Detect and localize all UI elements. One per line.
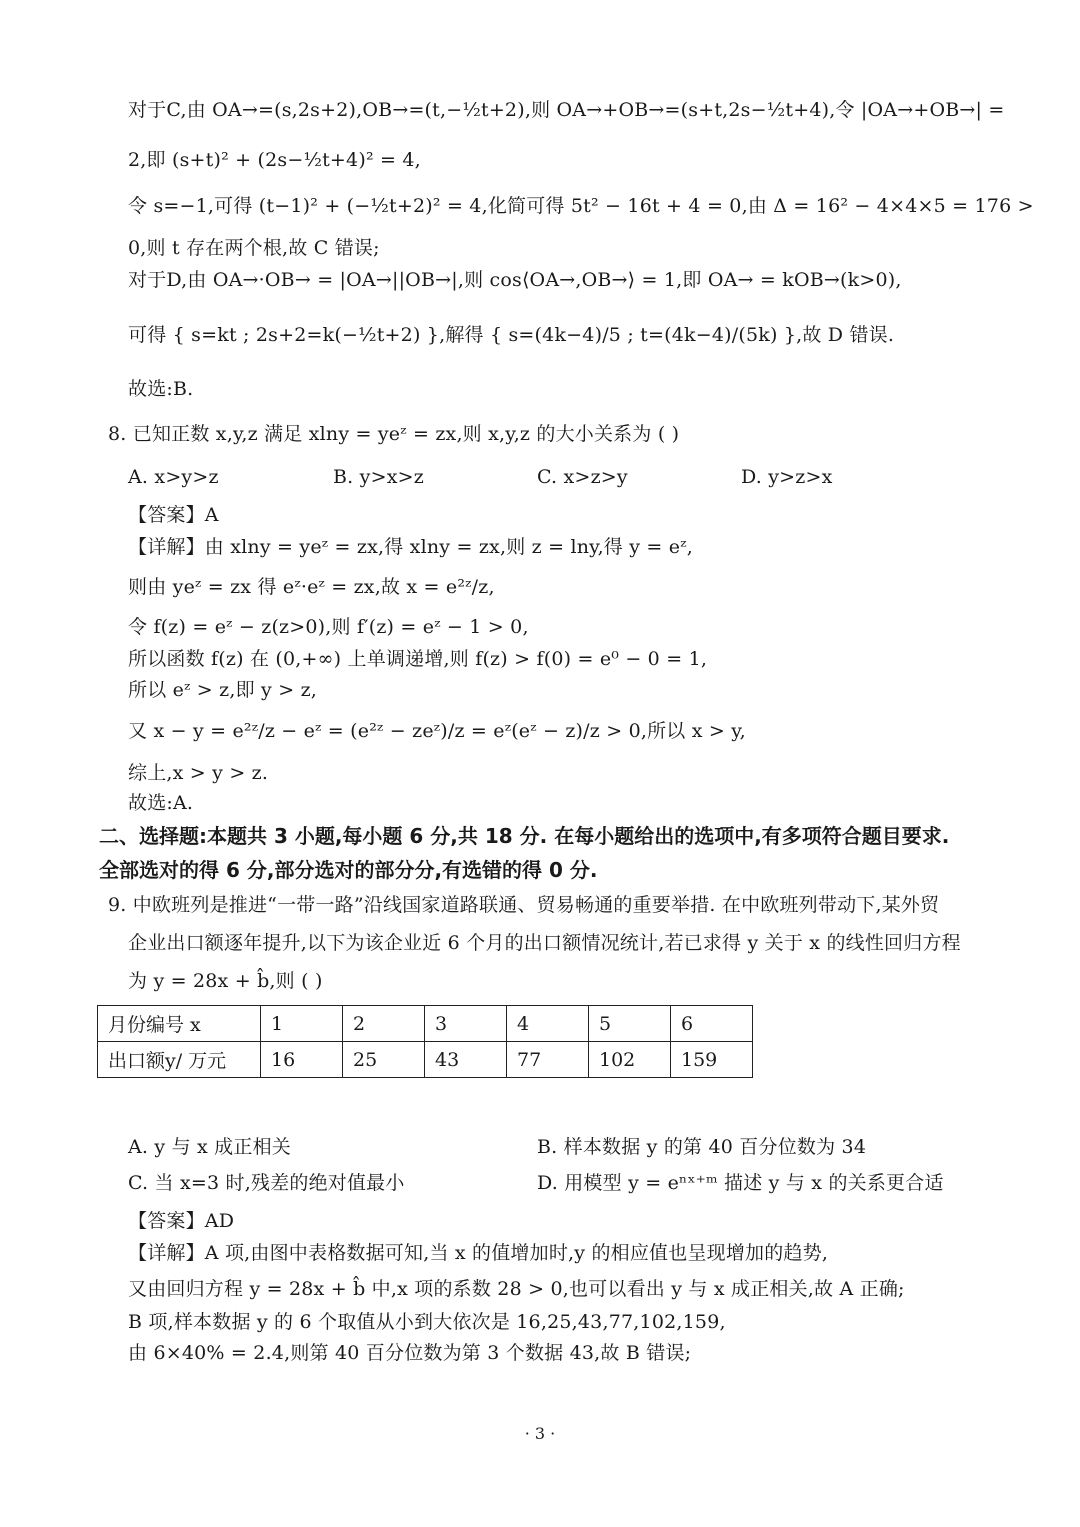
question-9-line-2: 企业出口额逐年提升,以下为该企业近 6 个月的出口额情况统计,若已求得 y 关于 x 的线性回归方程 xyxy=(128,932,961,954)
q8-option-c: C. x>z>y xyxy=(537,466,628,488)
table-cell: 3 xyxy=(425,1006,507,1042)
q8-option-b: B. y>x>z xyxy=(333,466,424,488)
q8-option-a: A. x>y>z xyxy=(128,466,219,488)
table-cell: 6 xyxy=(671,1006,753,1042)
table-cell: 102 xyxy=(589,1042,671,1078)
q9-option-c: C. 当 x=3 时,残差的绝对值最小 xyxy=(128,1172,405,1194)
export-data-table xyxy=(97,1005,753,1078)
table-row xyxy=(98,1042,753,1078)
table-cell: 5 xyxy=(589,1006,671,1042)
table-cell: 159 xyxy=(671,1042,753,1078)
table-cell: 43 xyxy=(425,1042,507,1078)
q9-option-b: B. 样本数据 y 的第 40 百分位数为 34 xyxy=(537,1136,867,1158)
line-1: 对于C,由 OA→=(s,2s+2),OB→=(t,−½t+2),则 OA→+OB→=(s+t,2s−½t+4),令 |OA→+OB→| = xyxy=(128,99,1005,121)
line-4: 0,则 t 存在两个根,故 C 错误; xyxy=(128,237,380,259)
q8-option-d: D. y>z>x xyxy=(741,466,833,488)
table-cell: 25 xyxy=(343,1042,425,1078)
answer-8: 【答案】A xyxy=(128,504,219,526)
question-8: 8. 已知正数 x,y,z 满足 xlny = yeᶻ = zx,则 x,y,z 的大小关系为 ( ) xyxy=(108,423,680,445)
solution-8-line-1: 【详解】由 xlny = yeᶻ = zx,得 xlny = zx,则 z = lny,得 y = eᶻ, xyxy=(128,536,693,558)
table-cell: 16 xyxy=(261,1042,343,1078)
solution-9-line-4: 由 6×40% = 2.4,则第 40 百分位数为第 3 个数据 43,故 B 错误; xyxy=(128,1342,692,1364)
table-cell: 4 xyxy=(507,1006,589,1042)
table-cell: 1 xyxy=(261,1006,343,1042)
table-cell: 2 xyxy=(343,1006,425,1042)
solution-8-line-8: 故选:A. xyxy=(128,792,194,814)
solution-8-line-2: 则由 yeᶻ = zx 得 eᶻ·eᶻ = zx,故 x = e²ᶻ/z, xyxy=(128,576,495,598)
solution-8-line-3: 令 f(z) = eᶻ − z(z>0),则 f′(z) = eᶻ − 1 > 0, xyxy=(128,616,529,638)
solution-9-line-1: 【详解】A 项,由图中表格数据可知,当 x 的值增加时,y 的相应值也呈现增加的趋势, xyxy=(128,1242,829,1264)
solution-8-line-5: 所以 eᶻ > z,即 y > z, xyxy=(128,679,318,701)
line-6: 可得 { s=kt ; 2s+2=k(−½t+2) },解得 { s=(4k−4)/5 ; t=(4k−4)/(5k) },故 D 错误. xyxy=(128,324,895,346)
question-9-line-3: 为 y = 28x + b̂,则 ( ) xyxy=(128,970,323,992)
section-heading-line-1: 二、选择题:本题共 3 小题,每小题 6 分,共 18 分. 在每小题给出的选项中,有多项符合题目要求. xyxy=(99,824,950,848)
solution-9-line-3: B 项,样本数据 y 的 6 个取值从小到大依次是 16,25,43,77,102,159, xyxy=(128,1311,726,1333)
q9-option-a: A. y 与 x 成正相关 xyxy=(128,1136,291,1158)
line-2: 2,即 (s+t)² + (2s−½t+4)² = 4, xyxy=(128,149,421,171)
page-number: · 3 · xyxy=(524,1424,556,1443)
solution-8-line-6: 又 x − y = e²ᶻ/z − eᶻ = (e²ᶻ − zeᶻ)/z = eᶻ(eᶻ − z)/z > 0,所以 x > y, xyxy=(128,720,746,742)
q9-option-d: D. 用模型 y = eⁿˣ⁺ᵐ 描述 y 与 x 的关系更合适 xyxy=(537,1172,944,1194)
solution-8-line-7: 综上,x > y > z. xyxy=(128,762,269,784)
question-9-line-1: 9. 中欧班列是推进“一带一路”沿线国家道路联通、贸易畅通的重要举措. 在中欧班列带动下,某外贸 xyxy=(108,894,940,916)
section-heading-line-2: 全部选对的得 6 分,部分选对的部分分,有选错的得 0 分. xyxy=(99,858,598,882)
table-row xyxy=(98,1006,753,1042)
solution-8-line-4: 所以函数 f(z) 在 (0,+∞) 上单调递增,则 f(z) > f(0) = e⁰ − 0 = 1, xyxy=(128,648,708,670)
table-header-cell: 月份编号 x xyxy=(98,1006,261,1042)
table-header-cell: 出口额y/ 万元 xyxy=(98,1042,261,1078)
table-cell: 77 xyxy=(507,1042,589,1078)
answer-9: 【答案】AD xyxy=(128,1210,235,1232)
line-7: 故选:B. xyxy=(128,378,194,400)
solution-9-line-2: 又由回归方程 y = 28x + b̂ 中,x 项的系数 28 > 0,也可以看出 y 与 x 成正相关,故 A 正确; xyxy=(128,1278,905,1300)
line-5: 对于D,由 OA→·OB→ = |OA→||OB→|,则 cos⟨OA→,OB→⟩ = 1,即 OA→ = kOB→(k>0), xyxy=(128,269,902,291)
line-3: 令 s=−1,可得 (t−1)² + (−½t+2)² = 4,化简可得 5t² − 16t + 4 = 0,由 Δ = 16² − 4×4×5 = 176 > xyxy=(128,195,1034,217)
